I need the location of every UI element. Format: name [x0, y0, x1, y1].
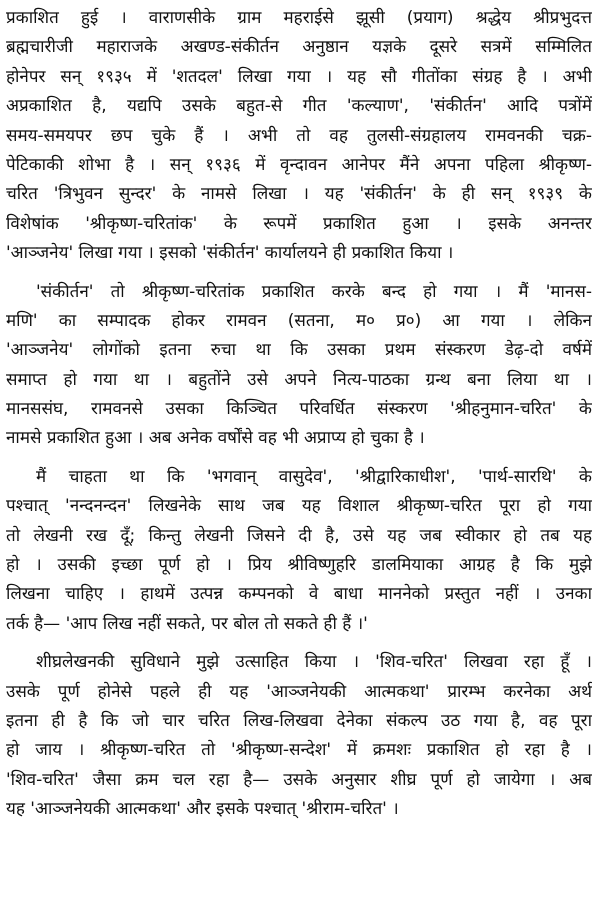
text-line: चरित 'त्रिभुवन सुन्दर' के नामसे लिखा । यह 'संकीर्तन' के ही सन् १९३९ के	[6, 184, 592, 205]
text-line: पेटिकाकी शोभा है । सन् १९३६ में वृन्दावन आनेपर मैंने अपना पहिला श्रीकृष्ण-	[6, 154, 592, 175]
text-line: मणि' का सम्पादक होकर रामवन (सतना, म० प्र०) आ गया । लेकिन	[6, 310, 592, 331]
paragraph-2	[6, 278, 592, 454]
text-line: अप्रकाशित है, यद्यपि उसके बहुत-से गीत 'कल्याण', 'संकीर्तन' आदि पत्रोंमें	[6, 96, 592, 117]
text-line: हो । उसकी इच्छा पूर्ण हो । प्रिय श्रीविष्णुहरि डालमियाका आग्रह है कि मुझे	[6, 555, 592, 576]
text-line: हो जाय । श्रीकृष्ण-चरित तो 'श्रीकृष्ण-सन्देश' में क्रमशः प्रकाशित हो रहा है ।	[6, 740, 592, 761]
text-line: पश्चात् 'नन्दनन्दन' लिखनेके साथ जब यह विशाल श्रीकृष्ण-चरित पूरा हो गया	[6, 496, 592, 517]
text-line: यह 'आञ्जनेयकी आत्मकथा' और इसके पश्चात् 'श्रीराम-चरित' ।	[6, 799, 399, 820]
text-line: शीघ्रलेखनकी सुविधाने मुझे उत्साहित किया । 'शिव-चरित' लिखवा रहा हूँ ।	[36, 652, 592, 673]
text-line: तर्क है— 'आप लिख नहीं सकते, पर बोल तो सकते ही हैं ।'	[6, 613, 368, 634]
paragraph-1	[6, 4, 592, 269]
text-line: प्रकाशित हुई । वाराणसीके ग्राम महराईसे झूसी (प्रयाग) श्रद्धेय श्रीप्रभुदत्त	[6, 8, 592, 28]
text-line: नामसे प्रकाशित हुआ । अब अनेक वर्षोंसे वह भी अप्राप्य हो चुका है ।	[6, 428, 425, 449]
text-line: 'शिव-चरित' जैसा क्रम चल रहा है— उसके अनुसार शीघ्र पूर्ण हो जायेगा । अब	[6, 769, 592, 790]
text-line: समय-समयपर छप चुके हैं । अभी तो वह तुलसी-संग्रहालय रामवनकी चक्र-	[6, 125, 592, 146]
text-line: तो लेखनी रख दूँ; किन्तु लेखनी जिसने दी है, उसे यह जब स्वीकार हो तब यह	[6, 525, 592, 546]
text-line: लिखना चाहिए । हाथमें उत्पन्न कम्पनको वे बाधा माननेको प्रस्तुत नहीं । उनका	[6, 584, 592, 605]
text-line: ब्रह्मचारीजी महाराजके अखण्ड-संकीर्तन अनुष्ठान यज्ञके दूसरे सत्रमें सम्मिलित	[6, 37, 592, 58]
text-line: 'आञ्जनेय' लिखा गया । इसको 'संकीर्तन' कार्यालयने ही प्रकाशित किया ।	[6, 243, 454, 264]
paragraph-4	[6, 648, 592, 824]
text-line: इतना ही है कि जो चार चरित लिख-लिखवा देनेका संकल्प उठ गया है, वह पूरा	[6, 710, 592, 731]
text-line: मैं चाहता था कि 'भगवान् वासुदेव', 'श्रीद्वारिकाधीश', 'पार्थ-सारथि' के	[36, 466, 592, 487]
text-line: विशेषांक 'श्रीकृष्ण-चरितांक' के रूपमें प्रकाशित हुआ । इसके अनन्तर	[6, 213, 592, 234]
text-line: समाप्त हो गया था । बहुतोंने उसे अपने नित्य-पाठका ग्रन्थ बना लिया था ।	[6, 369, 592, 390]
text-line: उसके पूर्ण होनेसे पहले ही यह 'आञ्जनेयकी आत्मकथा' प्रारम्भ करनेका अर्थ	[6, 681, 592, 702]
text-line: मानससंघ, रामवनसे उसका किञ्चित परिवर्धित संस्करण 'श्रीहनुमान-चरित' के	[6, 399, 592, 420]
text-line: 'संकीर्तन' तो श्रीकृष्ण-चरितांक प्रकाशित करके बन्द हो गया । मैं 'मानस-	[36, 281, 592, 302]
text-line: 'आञ्जनेय' लोगोंको इतना रुचा था कि उसका प्रथम संस्करण डेढ़-दो वर्षमें	[6, 340, 592, 361]
text-line: होनेपर सन् १९३५ में 'शतदल' लिखा गया । यह सौ गीतोंका संग्रह है । अभी	[6, 66, 592, 87]
paragraph-3	[6, 463, 592, 639]
